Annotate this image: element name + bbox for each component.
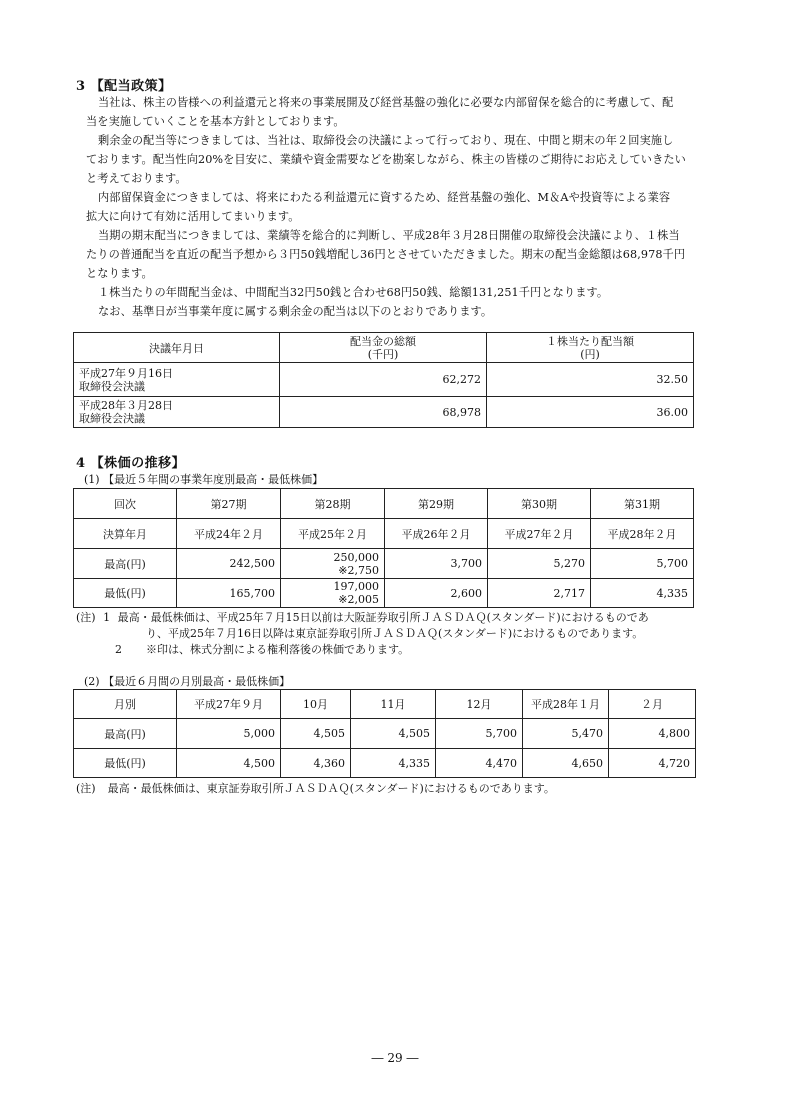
table-cell: 4,470 — [436, 749, 523, 778]
table-row — [74, 549, 694, 579]
header-cell: 第30期 — [488, 489, 591, 519]
paragraph-line: 内部留保資金につきましては、将来にわたる利益還元に資するため、経営基盤の強化、M＆Aや投資等による業容 — [98, 191, 671, 204]
header-cell: １株当たり配当額 (円) — [487, 333, 694, 363]
table-cell: 平成28年２月 — [591, 519, 694, 549]
table-cell: 4,505 — [281, 719, 351, 749]
note-text: 最高・最低株価は、東京証券取引所ＪＡＳＤＡＱ(スタンダード)におけるものであります。 — [107, 782, 555, 795]
table-cell: 平成25年２月 — [281, 519, 385, 549]
paragraph-line: ております。配当性向20%を目安に、業績や資金需要などを勘案しながら、株主の皆様のご期待にお応えしていきたい — [86, 153, 686, 166]
page-number: ― 29 ― — [371, 1051, 419, 1065]
header-cell: 10月 — [281, 690, 351, 719]
paragraph-line: 当期の期末配当につきましては、業績等を総合的に判断し、平成28年３月28日開催の取締役会決議により、１株当 — [98, 229, 680, 242]
table-row — [74, 519, 694, 549]
sub1-notes — [76, 610, 649, 658]
sub2-note — [76, 780, 555, 796]
table-header-row — [74, 489, 694, 519]
total-cell: 62,272 — [280, 363, 487, 397]
table-cell: 4,335 — [351, 749, 436, 778]
table-cell: 2,717 — [488, 579, 591, 608]
section-3-heading: 3 【配当政策】 — [76, 79, 172, 94]
table-cell: 平成26年２月 — [385, 519, 488, 549]
per-share-cell: 32.50 — [487, 363, 694, 397]
table-row — [74, 363, 694, 397]
dividend-policy-paragraphs — [86, 93, 686, 321]
total-cell: 68,978 — [280, 397, 487, 428]
paragraph-line: となります。 — [86, 267, 153, 280]
header-cell: 第29期 — [385, 489, 488, 519]
paragraph-line: たりの普通配当を直近の配当予想から３円50銭増配し36円とさせていただきました。期末の配当金総額は68,978千円 — [86, 248, 686, 261]
header-cell: 配当金の総額 (千円) — [280, 333, 487, 363]
table-cell: 165,700 — [177, 579, 281, 608]
sub1-title: (1) 【最近５年間の事業年度別最高・最低株価】 — [84, 473, 324, 486]
sub2-title: (2) 【最近６月間の月別最高・最低株価】 — [84, 675, 291, 688]
table-cell: 4,505 — [351, 719, 436, 749]
table-row — [74, 719, 696, 749]
row-label: 最低(円) — [74, 579, 177, 608]
header-cell: 平成28年１月 — [523, 690, 609, 719]
table-row — [74, 579, 694, 608]
header-cell: ２月 — [609, 690, 696, 719]
monthly-price-table — [73, 689, 696, 778]
header-cell: 12月 — [436, 690, 523, 719]
paragraph-line: 拡大に向けて有効に活用してまいります。 — [86, 210, 300, 223]
note-number: 1 — [103, 611, 111, 624]
table-cell: 197,000 ※2,005 — [281, 579, 385, 608]
note-text: り、平成25年７月16日以降は東京証券取引所ＪＡＳＤＡＱ(スタンダード)におけるものであります。 — [146, 627, 644, 640]
table-cell: 平成27年２月 — [488, 519, 591, 549]
paragraph-line: 剰余金の配当等につきましては、当社は、取締役会の決議によって行っており、現在、中間と期末の年２回実施し — [98, 134, 674, 147]
table-cell: 4,800 — [609, 719, 696, 749]
table-cell: 4,500 — [177, 749, 281, 778]
paragraph-line: 当社は、株主の皆様への利益還元と将来の事業展開及び経営基盤の強化に必要な内部留保を総合的に考慮して、配 — [98, 96, 674, 109]
header-cell: 11月 — [351, 690, 436, 719]
header-cell: 第27期 — [177, 489, 281, 519]
paragraph-line: なお、基準日が当事業年度に属する剰余金の配当は以下のとおりであります。 — [98, 305, 493, 318]
table-cell: 5,000 — [177, 719, 281, 749]
table-cell: 平成24年２月 — [177, 519, 281, 549]
header-cell: 月別 — [74, 690, 177, 719]
header-cell: 第31期 — [591, 489, 694, 519]
row-label: 決算年月 — [74, 519, 177, 549]
table-cell: 4,650 — [523, 749, 609, 778]
annual-price-table — [73, 488, 694, 608]
note-text: 最高・最低株価は、平成25年７月15日以前は大阪証券取引所ＪＡＳＤＡＱ(スタンダード)におけるものであ — [117, 611, 649, 624]
row-label: 最高(円) — [74, 719, 177, 749]
section-4-heading: 4 【株価の推移】 — [76, 456, 186, 471]
paragraph-line: と考えております。 — [86, 172, 187, 185]
date-cell: 平成28年３月28日 取締役会決議 — [74, 397, 280, 428]
header-cell: 平成27年９月 — [177, 690, 281, 719]
header-cell: 第28期 — [281, 489, 385, 519]
table-row — [74, 397, 694, 428]
table-cell: 4,720 — [609, 749, 696, 778]
note-number: 2 — [115, 643, 122, 656]
table-header-row — [74, 333, 694, 363]
note-label: (注) — [76, 611, 96, 624]
table-cell: 5,700 — [436, 719, 523, 749]
table-cell: 5,270 — [488, 549, 591, 579]
date-cell: 平成27年９月16日 取締役会決議 — [74, 363, 280, 397]
dividend-table — [73, 332, 694, 428]
table-cell: 250,000 ※2,750 — [281, 549, 385, 579]
note-text: ※印は、株式分割による権利落後の株価であります。 — [146, 643, 410, 656]
header-cell: 回次 — [74, 489, 177, 519]
table-row — [74, 749, 696, 778]
table-cell: 2,600 — [385, 579, 488, 608]
note-label: (注) — [76, 782, 96, 795]
table-cell: 4,360 — [281, 749, 351, 778]
table-cell: 4,335 — [591, 579, 694, 608]
row-label: 最高(円) — [74, 549, 177, 579]
paragraph-line: 当を実施していくことを基本方針としております。 — [86, 115, 345, 128]
per-share-cell: 36.00 — [487, 397, 694, 428]
row-label: 最低(円) — [74, 749, 177, 778]
table-cell: 242,500 — [177, 549, 281, 579]
paragraph-line: １株当たりの年間配当金は、中間配当32円50銭と合わせ68円50銭、総額131,251千円となります。 — [98, 286, 609, 299]
table-cell: 5,700 — [591, 549, 694, 579]
table-cell: 5,470 — [523, 719, 609, 749]
table-cell: 3,700 — [385, 549, 488, 579]
header-cell: 決議年月日 — [74, 333, 280, 363]
table-header-row — [74, 690, 696, 719]
